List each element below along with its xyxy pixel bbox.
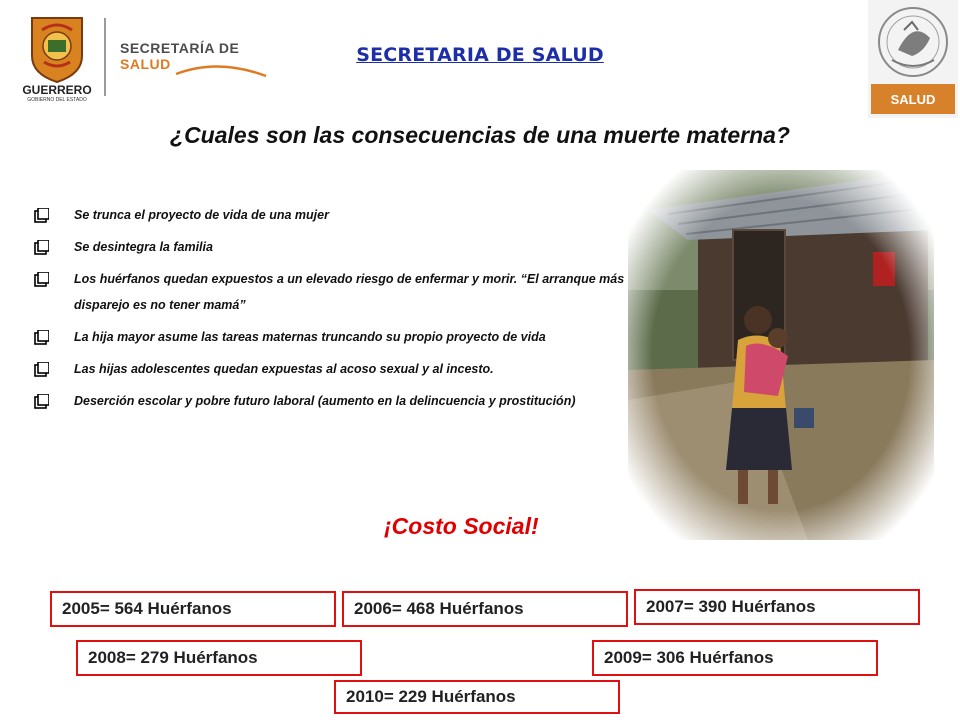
photo-scene bbox=[628, 170, 934, 540]
list-item bbox=[34, 324, 634, 350]
guerrero-logo bbox=[14, 12, 100, 102]
svg-text:GOBIERNO DEL ESTADO: GOBIERNO DEL ESTADO bbox=[27, 97, 87, 102]
list-item-text: Se trunca el proyecto de vida de una mujer bbox=[74, 208, 329, 222]
swoosh-icon bbox=[118, 36, 278, 86]
consequences-list bbox=[34, 202, 634, 420]
list-item bbox=[34, 356, 634, 382]
svg-text:GUERRERO: GUERRERO bbox=[22, 83, 92, 97]
orphans-2005-box: 2005= 564 Huérfanos bbox=[50, 591, 336, 627]
list-item-text: Las hijas adolescentes quedan expuestas al acoso sexual y al incesto. bbox=[74, 362, 494, 376]
checkbox-bullet-icon bbox=[34, 240, 49, 255]
salud-logo bbox=[868, 0, 958, 118]
girl-carrying-child-photo bbox=[628, 170, 934, 540]
list-item-text: Los huérfanos quedan expuestos a un elevado riesgo de enfermar y morir. “El arranque más disparejo es no tener mamá” bbox=[74, 272, 625, 312]
social-cost-highlight: ¡Costo Social! bbox=[384, 513, 539, 539]
orphans-2010-box: 2010= 229 Huérfanos bbox=[334, 680, 620, 714]
list-item-text: La hija mayor asume las tareas maternas truncando su propio proyecto de vida bbox=[74, 330, 546, 344]
checkbox-bullet-icon bbox=[34, 330, 49, 345]
checkbox-bullet-icon bbox=[34, 362, 49, 377]
checkbox-bullet-icon bbox=[34, 272, 49, 287]
orphans-2008-box: 2008= 279 Huérfanos bbox=[76, 640, 362, 676]
secretaria-logo-line2: SALUD bbox=[120, 56, 171, 72]
secretaria-logo-line1: SECRETARÍA DE bbox=[120, 40, 240, 56]
list-item bbox=[34, 202, 634, 228]
orphans-2009-box: 2009= 306 Huérfanos bbox=[592, 640, 878, 676]
list-item bbox=[34, 388, 634, 414]
secretaria-salud-logo bbox=[118, 36, 278, 86]
checkbox-bullet-icon bbox=[34, 394, 49, 409]
logo-divider bbox=[104, 18, 106, 96]
slide-title: ¿Cuales son las consecuencias de una muerte materna? bbox=[170, 122, 790, 148]
guerrero-shield-icon bbox=[14, 12, 100, 102]
list-item-text: Deserción escolar y pobre futuro laboral (aumento en la delincuencia y prostitución) bbox=[74, 394, 576, 408]
header-title: SECRETARIA DE SALUD bbox=[356, 44, 604, 66]
salud-logo-label: SALUD bbox=[871, 84, 955, 114]
list-item bbox=[34, 234, 634, 260]
orphans-2007-box: 2007= 390 Huérfanos bbox=[634, 589, 920, 625]
list-item bbox=[34, 266, 634, 318]
list-item-text: Se desintegra la familia bbox=[74, 240, 213, 254]
mexican-seal-icon bbox=[868, 0, 958, 84]
checkbox-bullet-icon bbox=[34, 208, 49, 223]
orphans-2006-box: 2006= 468 Huérfanos bbox=[342, 591, 628, 627]
